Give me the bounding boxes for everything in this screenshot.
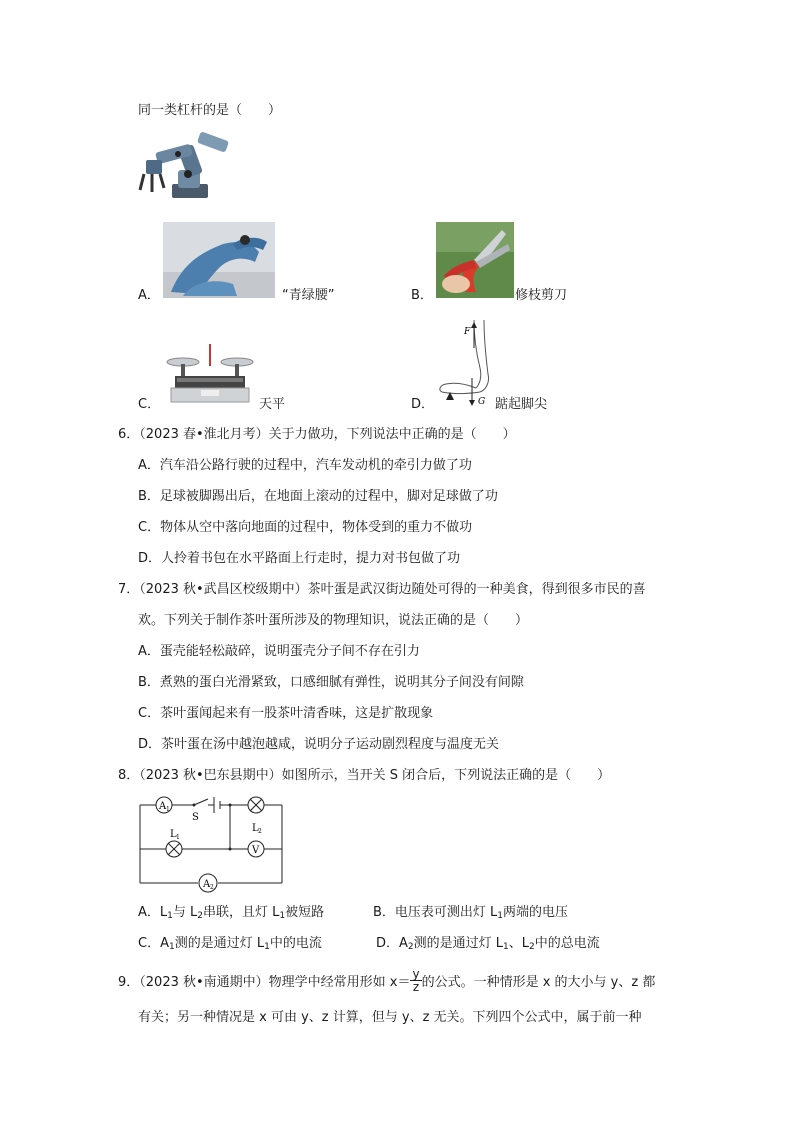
option-c-letter: C． (138, 397, 161, 412)
voltmeter-label: V (252, 845, 260, 856)
ammeter-a2-letter: A (203, 879, 211, 890)
lamp-l2-letter: L (252, 823, 259, 834)
option-b-label: 修枝剪刀 (515, 288, 568, 303)
q5-stem-tail: 同一类杠杆的是（ ） (138, 103, 282, 118)
q7-option-b: B．煮熟的蛋白光滑紧致，口感细腻有弹性，说明其分子间没有间隙 (138, 675, 524, 690)
q8-option-b: B．电压表可测出灯 $L_1$两端的电压 (373, 905, 569, 921)
lamp-l1-letter: L (170, 829, 177, 840)
q7-option-c: C．茶叶蛋闻起来有一股茶叶清香味，这是扩散现象 (138, 706, 434, 721)
formula-fraction: $\frac{y}{z}$ (412, 967, 420, 994)
gravity-label: G (478, 397, 486, 407)
dancer-photo-image (163, 222, 275, 298)
q8-option-a: A．$L_1$与 $L_2$串联，且灯 $L_1$被短路 (138, 905, 325, 921)
q6-option-b: B．足球被脚踢出后，在地面上滚动的过程中，脚对足球做了功 (138, 489, 498, 504)
q9-stem-line2: 有关；另一种情况是 x 可由 y、z 计算，但与 y、z 无关。下列四个公式中，属于前一种 (138, 1010, 642, 1025)
q8-option-c: C．$A_1$测的是通过灯 $L_1$中的电流 (138, 936, 322, 952)
q8-option-d: D．$A_2$测的是通过灯 $L_1$、$L_2$中的总电流 (376, 936, 600, 952)
robot-arm-image (138, 130, 232, 204)
ammeter-a1-sub: 1 (166, 806, 170, 813)
switch-label: S (192, 812, 199, 823)
pruning-shears-image (436, 222, 514, 298)
q9-stem-line1: 9．（2023 秋•南通期中）物理学中经常用形如 x＝ $\frac{y}{z}$ 的公式。一种情形是 x 的大小与 y、z 都 (118, 967, 656, 994)
q6-option-a: A．汽车沿公路行驶的过程中，汽车发动机的牵引力做了功 (138, 458, 472, 473)
q6-stem: 6．（2023 春•淮北月考）关于力做功，下列说法中正确的是（ ） (118, 427, 516, 442)
q8-stem: 8．（2023 秋•巴东县期中）如图所示，当开关 S 闭合后，下列说法正确的是（ ） (118, 768, 611, 783)
q7-option-a: A．蛋壳能轻松敲碎，说明蛋壳分子间不存在引力 (138, 644, 420, 659)
option-b-letter: B． (411, 288, 433, 303)
q7-stem-line1: 7．（2023 秋•武昌区校级期中）茶叶蛋是武汉街边随处可得的一种美食，得到很多市民的喜 (118, 582, 646, 597)
q7-option-d: D．茶叶蛋在汤中越泡越咸，说明分子运动剧烈程度与温度无关 (138, 737, 500, 752)
ammeter-a2-sub: 2 (210, 884, 214, 891)
force-label: F (464, 327, 471, 337)
option-a-label: “青绿腰” (282, 288, 335, 303)
ammeter-a1-letter: A (159, 801, 167, 812)
option-c-label: 天平 (259, 397, 286, 412)
option-d-letter: D． (411, 397, 435, 412)
q7-stem-line2: 欢。下列关于制作茶叶蛋所涉及的物理知识，说法正确的是（ ） (138, 613, 529, 628)
tiptoe-foot-diagram (436, 318, 496, 410)
option-d-label: 踮起脚尖 (495, 397, 548, 412)
balance-scale-image (163, 340, 257, 406)
q6-option-c: C．物体从空中落向地面的过程中，物体受到的重力不做功 (138, 520, 473, 535)
option-a-letter: A． (138, 288, 160, 303)
lamp-l1-sub: 1 (176, 834, 180, 841)
q6-option-d: D．人拎着书包在水平路面上行走时，提力对书包做了功 (138, 551, 461, 566)
circuit-diagram (136, 793, 286, 893)
lamp-l2-sub: 2 (258, 828, 262, 835)
